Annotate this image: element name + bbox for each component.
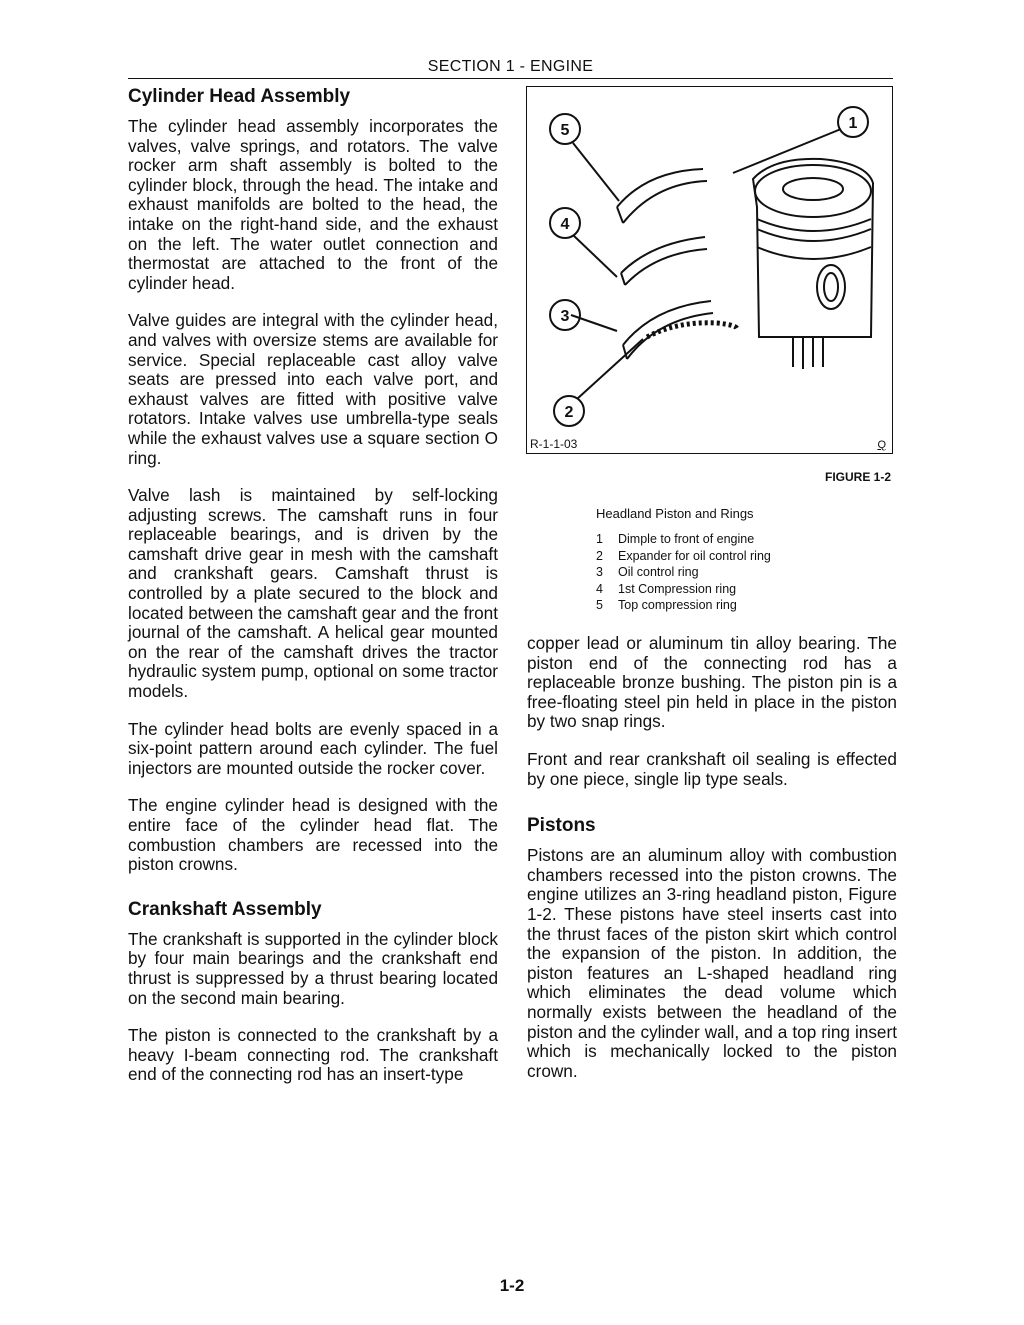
oil-sealing-paragraph: Front and rear crankshaft oil sealing is effected by one piece, single lip type seals.: [527, 748, 897, 789]
connecting-rod-paragraph: copper lead or aluminum tin alloy bearing. The piston end of the connecting rod has a replaceable bronze bushing. The piston pin is a free-floating steel pin held in place in the piston by two snap rings.: [527, 633, 897, 732]
crankshaft-paragraph-1: The crankshaft is supported in the cylinder block by four main bearings and the crankshaft end thrust is suppressed by a thrust bearing located on the second main bearing.: [128, 928, 498, 1008]
piston-ring-groove-3: [757, 247, 871, 259]
leader-4: [573, 235, 617, 277]
cylinder-head-paragraph-3: Valve lash is maintained by self-locking adjusting screws. The camshaft runs in four replaceable bearings, and is driven by the camshaft drive gear in mesh with the camshaft and crankshaft gears. Camshaft thrust is controlled by a plate secured to the block and located between the camshaft gear and the front journal of the camshaft. A helical gear mounted on the rear of the camshaft drives the tractor hydraulic system pump, optional on some tractor models.: [128, 485, 498, 702]
figure-legend: [596, 506, 771, 614]
piston-bowl: [783, 178, 843, 200]
crankshaft-heading: Crankshaft Assembly: [128, 898, 322, 920]
callout-3: 3: [560, 308, 570, 325]
callout-4: 4: [560, 216, 570, 233]
pistons-heading: Pistons: [527, 815, 596, 837]
top-ring: [617, 169, 707, 223]
pistons-paragraph: Pistons are an aluminum alloy with combustion chambers recessed into the piston crowns. The engine utilizes an 3-ring headland piston, Figure 1-2. These pistons have steel inserts cast into the thrust faces of the piston skirt which control the expansion of the piston. In addition, the piston features an L-shaped headland ring which eliminates the dead volume which normally exists between the headland of the piston and the cylinder wall, and a top ring insert which is mechanically locked to the piston crown.: [527, 845, 897, 1081]
cylinder-head-paragraph-1: The cylinder head assembly incorporates the valves, valve springs, and rotators. The valve rocker arm shaft assembly is bolted to the cylinder block, through the head. The intake and exhaust manifolds are bolted to the head, the intake on the right-hand side, and the exhaust on the left. The water outlet connection and thermostat are attached to the front of the cylinder head.: [128, 116, 498, 293]
piston-illustration: [527, 87, 891, 452]
piston-pin-boss: [817, 265, 845, 309]
callout-1: 1: [848, 115, 858, 132]
leader-5: [573, 143, 619, 201]
legend-title: Headland Piston and Rings: [596, 506, 754, 521]
legend-item: 4 1st Compression ring: [596, 581, 737, 596]
oil-ring: [623, 301, 713, 359]
legend-item: 2 Expander for oil control ring: [596, 548, 771, 563]
cylinder-head-paragraph-4: The cylinder head bolts are evenly spaced in a six-point pattern around each cylinder. The fuel injectors are mounted outside the rocker cover.: [128, 718, 498, 778]
right-column: [527, 634, 897, 1099]
piston-pin-hole: [824, 273, 838, 301]
leader-2: [577, 339, 643, 399]
figure-image-id: R-1-1-03: [530, 437, 578, 451]
cylinder-head-heading: Cylinder Head Assembly: [128, 86, 351, 107]
piston-skirt-lines: [793, 337, 823, 369]
legend-item: 1 Dimple to front of engine: [596, 532, 755, 546]
crankshaft-paragraph-2: The piston is connected to the crankshaft by a heavy I-beam connecting rod. The crankshaft end of the connecting rod has an insert-type: [128, 1025, 498, 1085]
section-header: SECTION 1 - ENGINE: [427, 58, 594, 75]
left-column: [128, 86, 498, 1103]
header-rule: [128, 78, 893, 79]
legend-item: 5 Top compression ring: [596, 598, 737, 612]
piston-ring-groove-1: [757, 219, 871, 231]
page-number: 1-2: [499, 1276, 525, 1295]
cylinder-head-paragraph-2: Valve guides are integral with the cylinder head, and valves with oversize stems are available for service. Special replaceable cast alloy valve seats are pressed into each valve port, and exhaust valves are fitted with positive valve rotators. Intake valves use umbrella-type seals while the exhaust valves use a square section O ring.: [128, 310, 498, 468]
callout-2: 2: [564, 404, 574, 421]
callout-5: 5: [560, 122, 570, 139]
second-ring: [621, 237, 707, 285]
cylinder-head-paragraph-5: The engine cylinder head is designed with the entire face of the cylinder head flat. The combustion chambers are recessed into the piston crowns.: [128, 795, 498, 875]
legend-item: 3 Oil control ring: [596, 565, 699, 579]
piston-figure: [526, 86, 893, 454]
figure-corner-mark: Q: [877, 439, 886, 451]
figure-label: FIGURE 1-2: [825, 470, 892, 484]
